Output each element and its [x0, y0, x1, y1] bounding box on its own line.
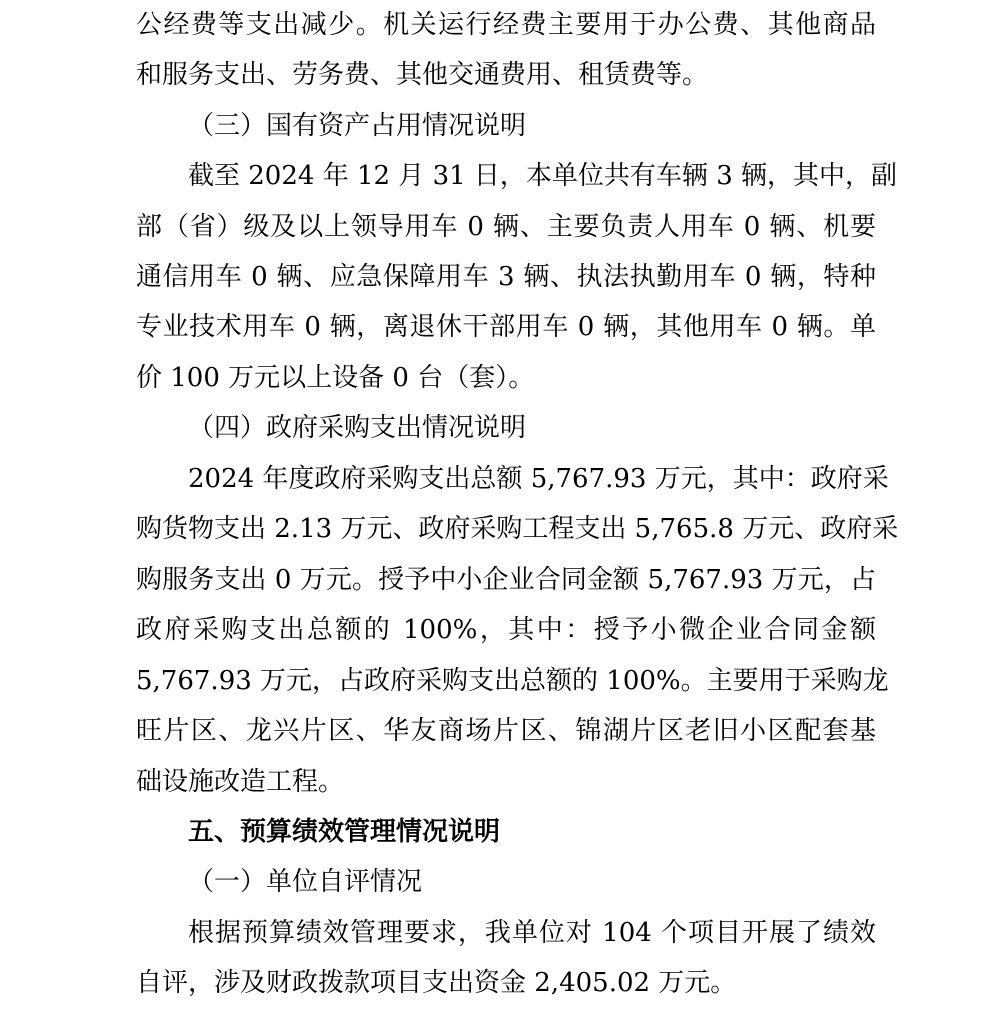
- body-text-line: 部（省）级及以上领导用车 0 辆、主要负责人用车 0 辆、机要: [136, 212, 876, 242]
- body-text-line: 政府采购支出总额的 100%，其中：授予小微企业合同金额: [136, 615, 876, 645]
- body-text-line: 自评，涉及财政拨款项目支出资金 2,405.02 万元。: [136, 968, 737, 998]
- sub-heading: （一）单位自评情况: [188, 867, 423, 897]
- body-text-line: 截至 2024 年 12 月 31 日，本单位共有车辆 3 辆，其中，副: [188, 161, 897, 191]
- body-text-line: 购货物支出 2.13 万元、政府采购工程支出 5,765.8 万元、政府采: [136, 514, 899, 544]
- body-text-line: 专业技术用车 0 辆，离退休干部用车 0 辆，其他用车 0 辆。单: [136, 312, 876, 342]
- body-text-line: 购服务支出 0 万元。授予中小企业合同金额 5,767.93 万元，占: [136, 565, 876, 595]
- body-text-line: 价 100 万元以上设备 0 台（套）。: [136, 363, 535, 393]
- body-text-line: 5,767.93 万元，占政府采购支出总额的 100%。主要用于采购龙: [136, 666, 889, 696]
- sub-heading: （四）政府采购支出情况说明: [188, 413, 527, 443]
- sub-heading: （三）国有资产占用情况说明: [188, 111, 527, 141]
- body-text-line: 2024 年度政府采购支出总额 5,767.93 万元，其中：政府采: [188, 464, 889, 494]
- body-text-line: 和服务支出、劳务费、其他交通费用、租赁费等。: [136, 60, 709, 90]
- body-text-line: 公经费等支出减少。机关运行经费主要用于办公费、其他商品: [136, 10, 876, 40]
- section-heading: 五、预算绩效管理情况说明: [188, 817, 501, 847]
- body-text-line: 根据预算绩效管理要求，我单位对 104 个项目开展了绩效: [188, 918, 876, 948]
- body-text-line: 通信用车 0 辆、应急保障用车 3 辆、执法执勤用车 0 辆，特种: [136, 262, 876, 292]
- body-text-line: 旺片区、龙兴片区、华友商场片区、锦湖片区老旧小区配套基: [136, 716, 876, 746]
- body-text-line: 础设施改造工程。: [136, 767, 345, 797]
